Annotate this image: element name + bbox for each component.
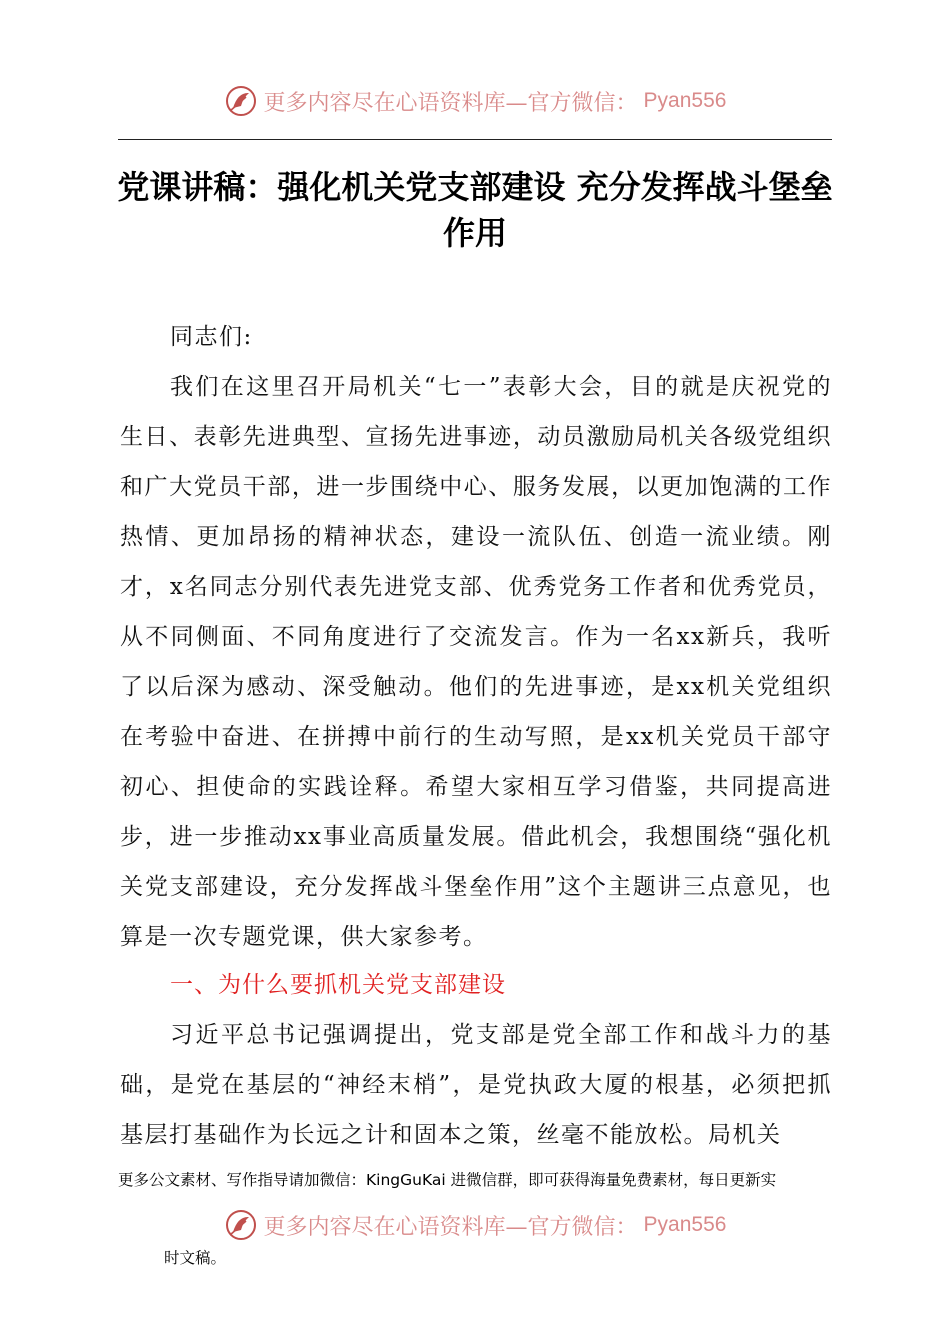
footer-note: 更多公文素材、写作指导请加微信：KingGuKai 进微信群，即可获得海量免费素材，每日更新实 — [118, 1171, 777, 1189]
footer-watermark — [0, 1208, 950, 1242]
header-divider — [118, 139, 832, 140]
header-watermark — [0, 84, 950, 118]
watermark-id: Pyan556 — [643, 1213, 727, 1236]
watermark-text: 更多内容尽在心语资料库—官方微信： — [263, 90, 638, 116]
section-heading-1: 一、为什么要抓机关党支部建设 — [170, 972, 506, 998]
footer-note-tail: 时文稿。 — [164, 1249, 227, 1267]
salutation: 同志们: — [170, 324, 253, 350]
watermark-text: 更多内容尽在心语资料库—官方微信： — [263, 1214, 638, 1240]
logo-icon — [224, 84, 258, 118]
paragraph-2: 习近平总书记强调提出，党支部是党全部工作和战斗力的基础，是党在基层的“神经末梢”，是党执政大厦的根基，必须把抓基层打基础作为长远之计和固本之策，丝毫不能放松。局机关 — [120, 1022, 832, 1148]
document-title: 党课讲稿：强化机关党支部建设 充分发挥战斗堡垒作用 — [117, 168, 833, 252]
paragraph-1: 我们在这里召开局机关“七一”表彰大会，目的就是庆祝党的生日、表彰先进典型、宣扬先进事迹，动员激励局机关各级党组织和广大党员干部，进一步围绕中心、服务发展，以更加饱满的工作热情、更加昂扬的精神状态，建设一流队伍、创造一流业绩。刚才，x名同志分别代表先进党支部、优秀党务工作者和优秀党员，从不同侧面、不同角度进行了交流发言。作为一名xx新兵，我听了以后深为感动、深受触动。他们的先进事迹，是xx机关党组织在考验中奋进、在拼搏中前行的生动写照，是xx机关党员干部守初心、担使命的实践诠释。希望大家相互学习借鉴，共同提高进步，进一步推动xx事业高质量发展。借此机会，我想围绕“强化机关党支部建设，充分发挥战斗堡垒作用”这个主题讲三点意见，也算是一次专题党课，供大家参考。 — [120, 374, 832, 950]
logo-icon — [224, 1208, 258, 1242]
watermark-id: Pyan556 — [643, 89, 727, 112]
